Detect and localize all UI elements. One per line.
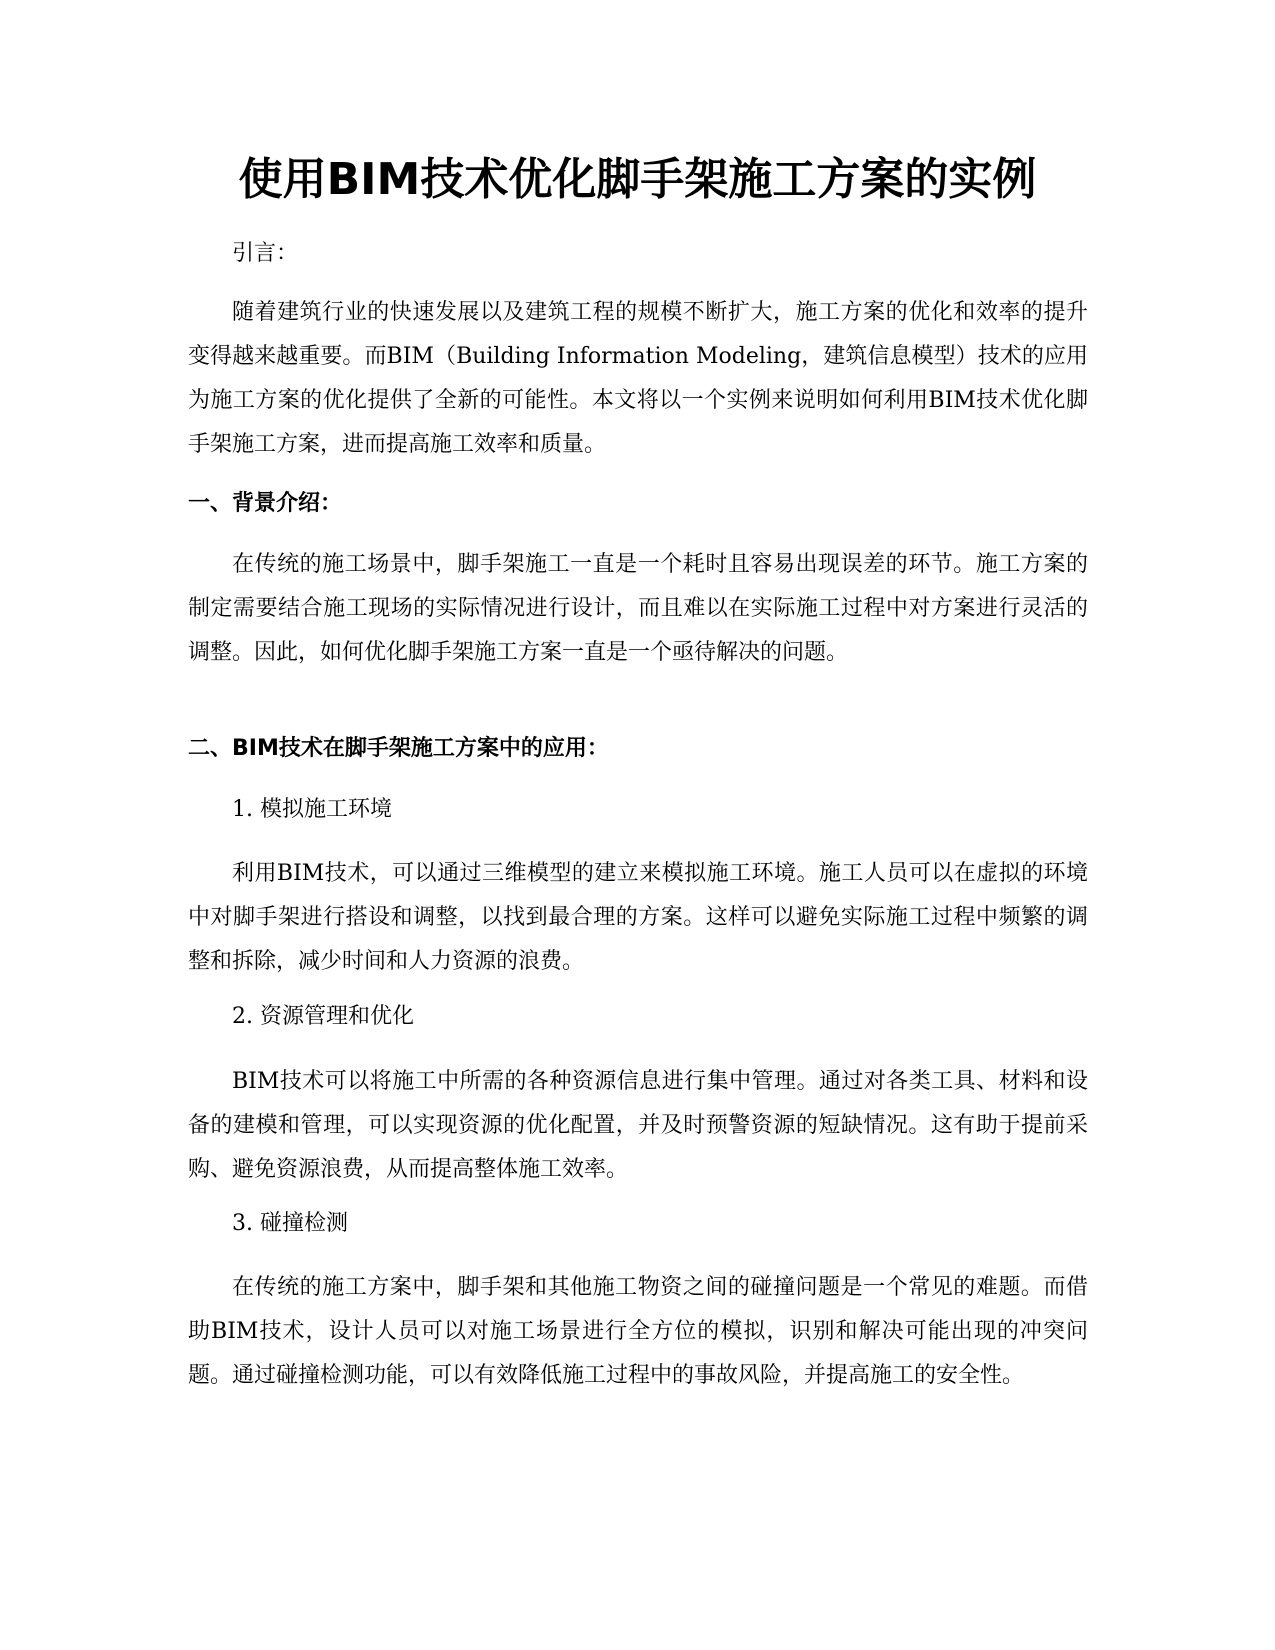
subheading-resource-management: 2. 资源管理和优化 [232,1004,414,1029]
section-heading-background: 一、背景介绍： [188,491,343,516]
section-heading-bim-application: 二、BIM技术在脚手架施工方案中的应用： [188,736,609,761]
document-title: 使用BIM技术优化脚手架施工方案的实例 [238,154,1037,205]
subheading-collision-detection: 3. 碰撞检测 [232,1211,348,1236]
resource-management-paragraph: BIM技术可以将施工中所需的各种资源信息进行集中管理。通过对各类工具、材料和设备的建模和管理，可以实现资源的优化配置，并及时预警资源的短缺情况。这有助于提前采购、避免资源浪费，从而提高整体施工效率。 [188,1069,1088,1182]
simulate-environment-paragraph: 利用BIM技术，可以通过三维模型的建立来模拟施工环境。施工人员可以在虚拟的环境中对脚手架进行搭设和调整，以找到最合理的方案。这样可以避免实际施工过程中频繁的调整和拆除，减少时间和人力资源的浪费。 [188,861,1088,974]
background-paragraph: 在传统的施工场景中，脚手架施工一直是一个耗时且容易出现误差的环节。施工方案的制定需要结合施工现场的实际情况进行设计，而且难以在实际施工过程中对方案进行灵活的调整。因此，如何优化脚手架施工方案一直是一个亟待解决的问题。 [188,552,1088,665]
collision-detection-paragraph: 在传统的施工方案中，脚手架和其他施工物资之间的碰撞问题是一个常见的难题。而借助BIM技术，设计人员可以对施工场景进行全方位的模拟，识别和解决可能出现的冲突问题。通过碰撞检测功能，可以有效降低施工过程中的事故风险，并提高施工的安全性。 [188,1275,1088,1388]
subheading-simulate-environment: 1. 模拟施工环境 [232,797,392,822]
intro-label: 引言： [232,241,299,266]
intro-paragraph: 随着建筑行业的快速发展以及建筑工程的规模不断扩大，施工方案的优化和效率的提升变得越来越重要。而BIM（Building Information Modeling，建筑信息模型）技术的应用为施工方案的优化提供了全新的可能性。本文将以一个实例来说明如何利用BIM技术优化脚手架施工方案，进而提高施工效率和质量。 [188,300,1088,457]
